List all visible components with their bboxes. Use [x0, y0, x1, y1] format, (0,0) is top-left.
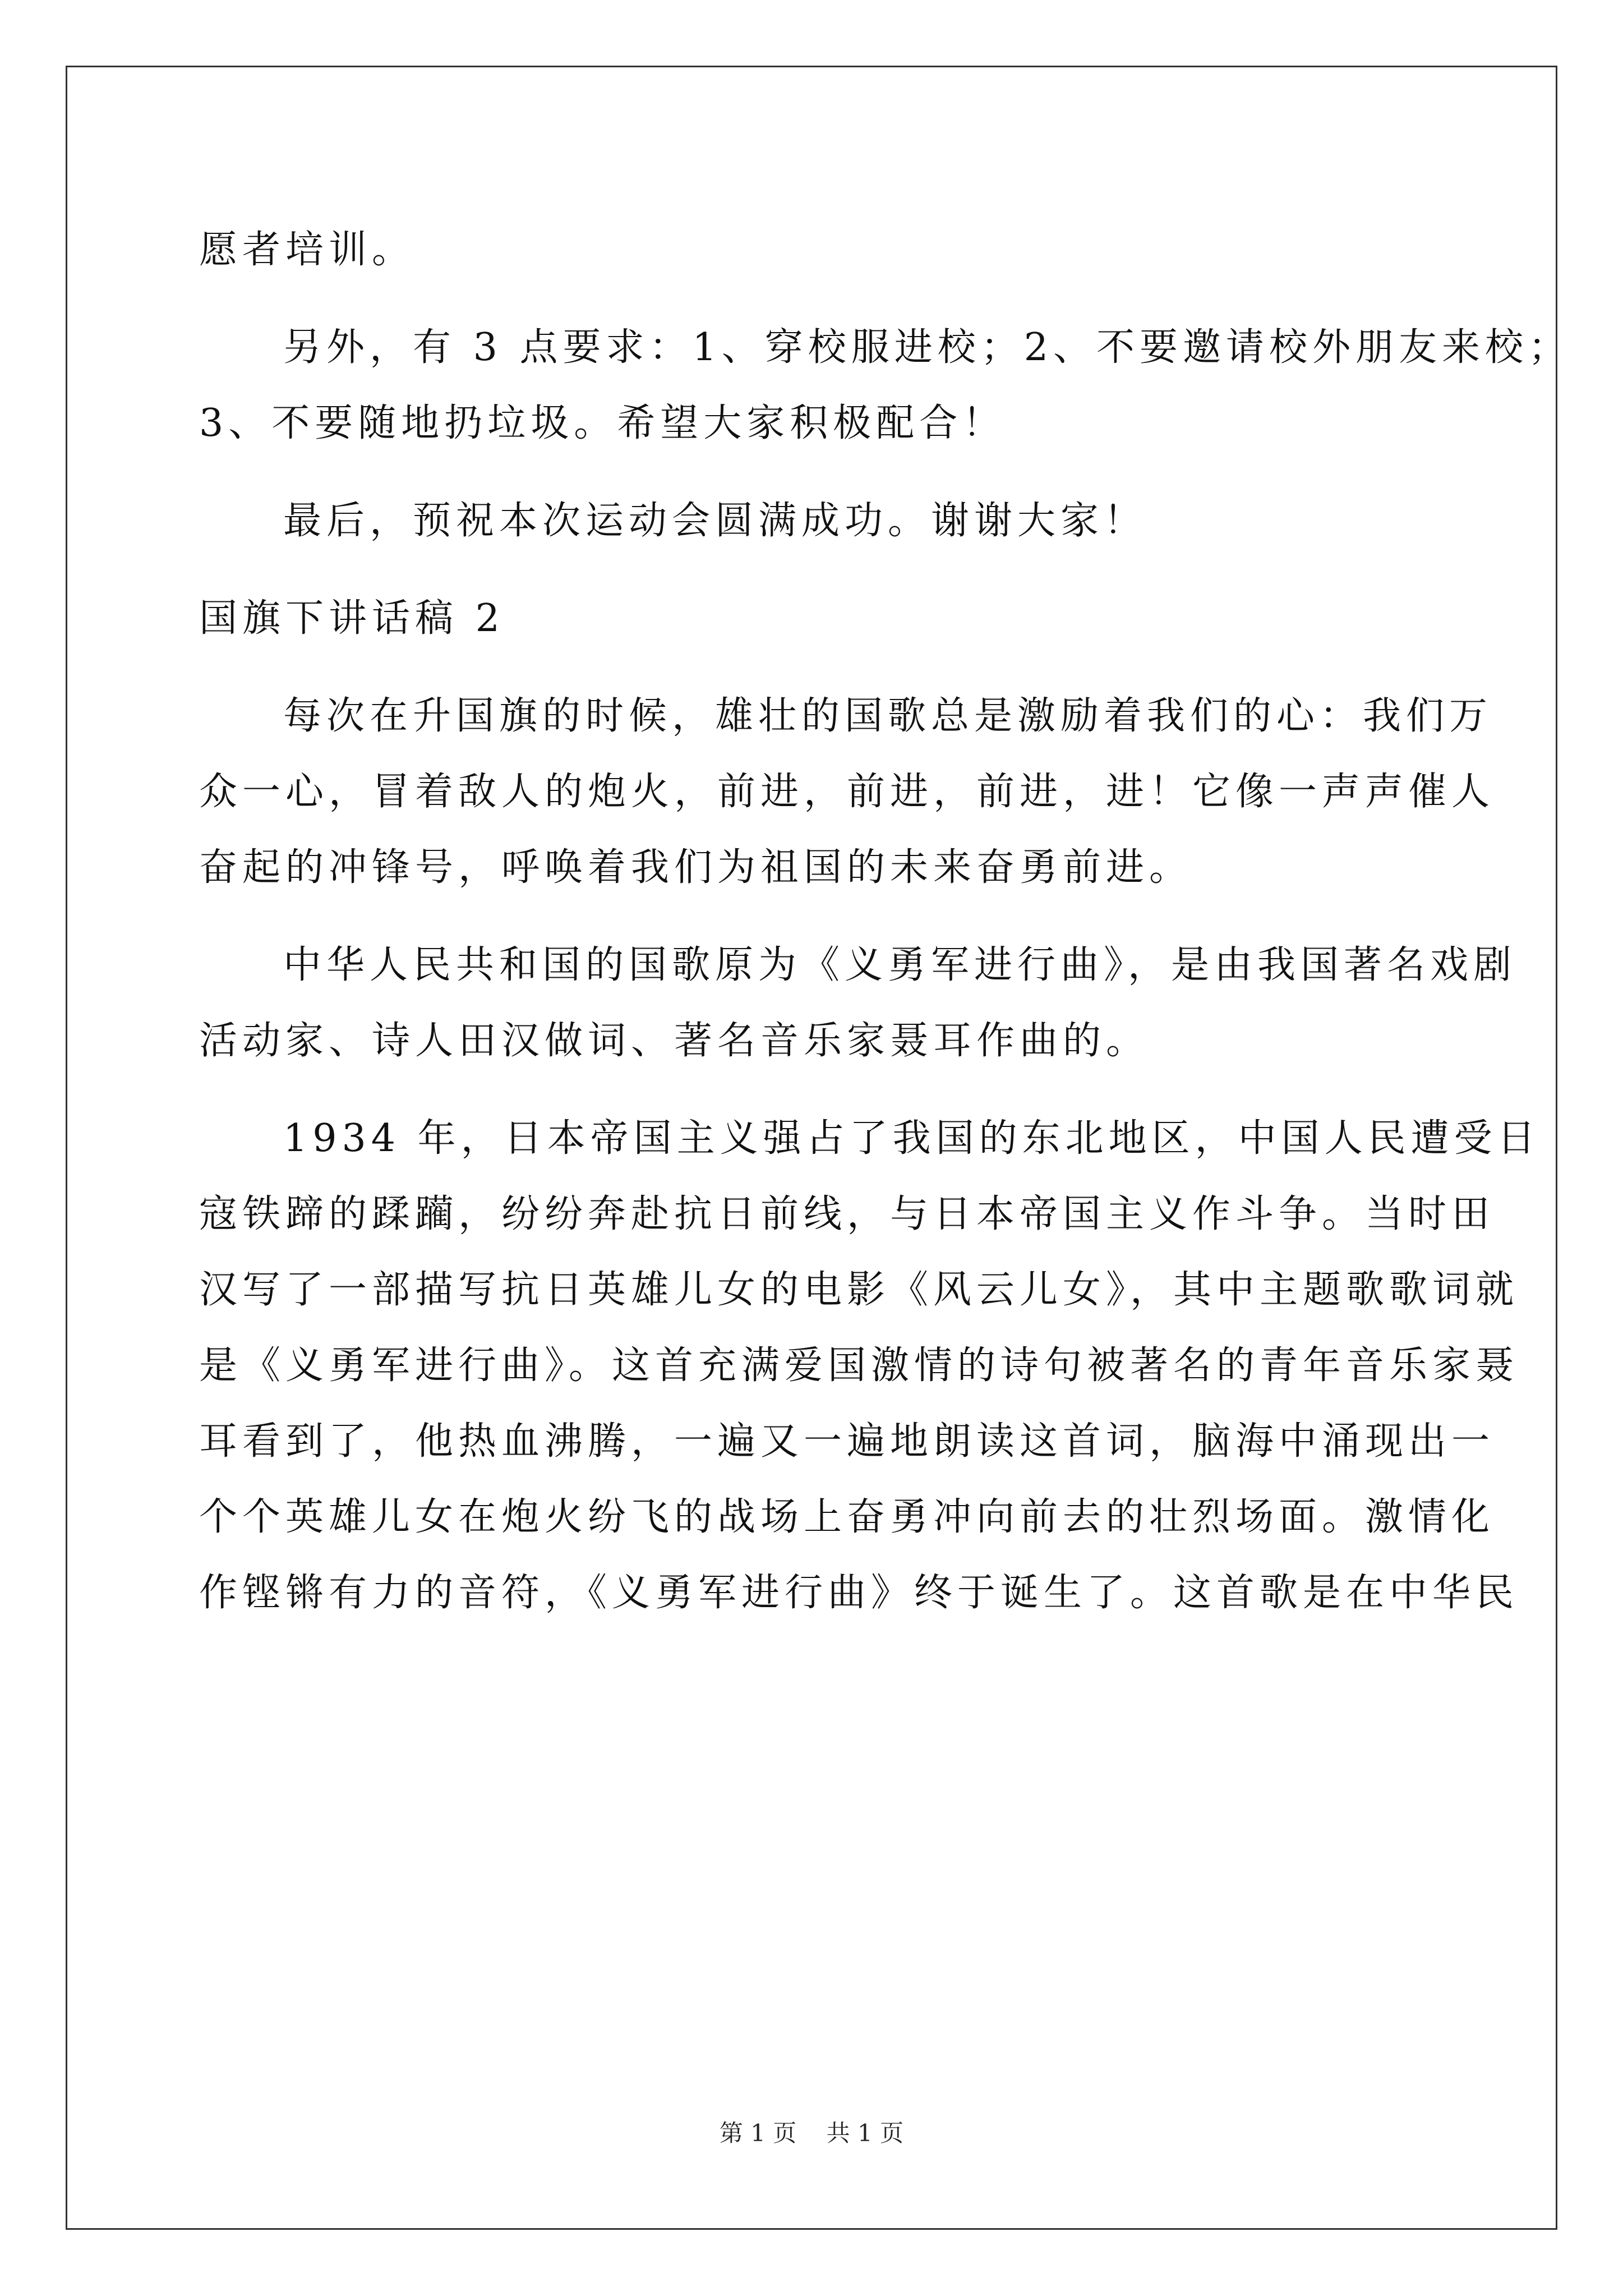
text-line: 众一心，冒着敌人的炮火，前进，前进，前进，进！它像一声声催人 — [199, 770, 1495, 814]
text-line: 活动家、诗人田汉做词、著名音乐家聂耳作曲的。 — [199, 1019, 1150, 1063]
text-line: 1934 年，日本帝国主义强占了我国的东北地区，中国人民遭受日 — [283, 1116, 1541, 1161]
document-body — [199, 212, 1572, 1631]
text-line: 是《义勇军进行曲》。这首充满爱国激情的诗句被著名的青年音乐家聂 — [199, 1343, 1519, 1388]
text-line: 耳看到了，他热血沸腾，一遍又一遍地朗读这首词，脑海中涌现出一 — [199, 1419, 1495, 1464]
text-line: 汉写了一部描写抗日英雄儿女的电影《风云儿女》，其中主题歌歌词就 — [199, 1268, 1519, 1312]
text-line: 奋起的冲锋号，呼唤着我们为祖国的未来奋勇前进。 — [199, 845, 1193, 890]
section-heading: 国旗下讲话稿 2 — [199, 596, 505, 641]
text-line: 作铿锵有力的音符，《义勇军进行曲》终于诞生了。这首歌是在中华民 — [199, 1571, 1519, 1615]
text-line: 个个英雄儿女在炮火纷飞的战场上奋勇冲向前去的壮烈场面。激情化 — [199, 1495, 1495, 1539]
page-footer — [0, 2115, 1623, 2148]
text-line: 中华人民共和国的国歌原为《义勇军进行曲》，是由我国著名戏剧 — [283, 943, 1517, 987]
page-total: 共 1 页 — [826, 2119, 904, 2147]
text-line: 寇铁蹄的蹂躏，纷纷奔赴抗日前线，与日本帝国主义作斗争。当时田 — [199, 1192, 1495, 1236]
page-number: 第 1 页 — [719, 2119, 797, 2147]
text-line: 3、不要随地扔垃圾。希望大家积极配合！ — [199, 401, 1006, 445]
text-line: 每次在升国旗的时候，雄壮的国歌总是激励着我们的心：我们万 — [283, 694, 1493, 738]
text-line: 最后，预祝本次运动会圆满成功。谢谢大家！ — [283, 499, 1147, 543]
text-line: 另外，有 3 点要求：1、穿校服进校；2、不要邀请校外朋友来校； — [283, 325, 1572, 370]
text-line: 愿者培训。 — [199, 228, 416, 272]
